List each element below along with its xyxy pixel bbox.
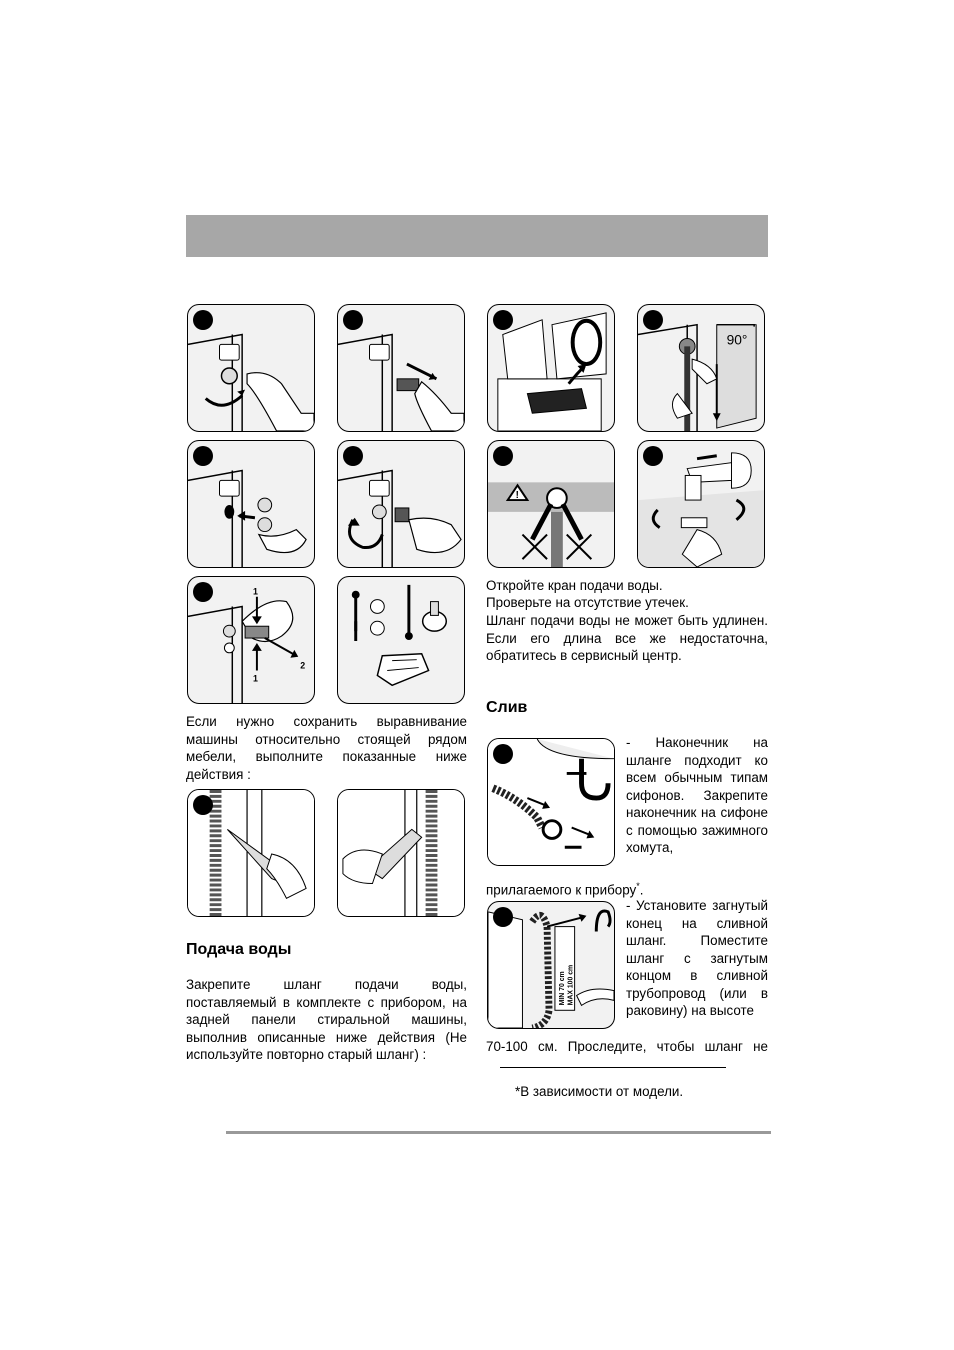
figure-hose-package xyxy=(487,304,615,432)
figure-alignment-2 xyxy=(337,789,465,917)
figure-hose-warning xyxy=(487,440,615,568)
figure-tap-connection xyxy=(637,440,765,568)
step-bullet xyxy=(193,795,213,815)
section-header-bar xyxy=(186,215,768,257)
step-bullet xyxy=(193,582,213,602)
page-bottom-rule xyxy=(226,1131,771,1134)
step-bullet xyxy=(193,446,213,466)
figure-hose-angle xyxy=(637,304,765,432)
figure-remove-bolt-2 xyxy=(337,304,465,432)
drain-text-hook: - Установите загнутый конец на сливной шланг. Поместите шланг с загнутым концом в сливной трубопровод (или в раковину) на высоте xyxy=(626,898,768,1018)
hose-mark-min: MIN 70 cm xyxy=(558,971,566,1006)
paragraph-water-supply: Закрепите шланг подачи воды, поставляемый в комплекте с прибором, на задней панели стиральной машины, выполнив описанные ниже действия (Не используйте повторно старый шланг) : xyxy=(186,977,467,1062)
figure-remove-bolt-1 xyxy=(187,304,315,432)
step-bullet xyxy=(493,907,513,927)
figure-insert-bracket xyxy=(187,576,315,704)
figure-drain-height xyxy=(487,901,615,1029)
angle-label: 90° xyxy=(726,332,748,348)
drain-text-hook-tail: 70-100 см. Проследите, чтобы шланг не xyxy=(486,1039,768,1054)
heading-drain: Слив xyxy=(486,699,528,716)
step-bullet xyxy=(493,310,513,330)
figure-remove-spacer-1 xyxy=(187,440,315,568)
arrow-label: 1 xyxy=(252,586,258,597)
figure-alignment-1 xyxy=(187,789,315,917)
text-check-leaks: Проверьте на отсутствие утечек. xyxy=(486,595,689,610)
figure-illustration xyxy=(338,790,464,916)
step-bullet xyxy=(343,446,363,466)
paragraph-hose-length: Шланг подачи воды не может быть удлинен. Если его длина все же недостаточна, обратитесь в сервисный центр. xyxy=(486,613,768,663)
footnote-mark: * xyxy=(636,881,640,891)
heading-water-supply: Подача воды xyxy=(186,941,292,958)
figure-remove-spacer-2 xyxy=(337,440,465,568)
arrow-label: 1 xyxy=(252,673,258,684)
footnote-text: *В зависимости от модели. xyxy=(515,1084,684,1099)
step-bullet xyxy=(643,310,663,330)
step-bullet xyxy=(493,446,513,466)
figure-bolts-and-parts xyxy=(337,576,465,704)
text-open-tap: Откройте кран подачи воды. xyxy=(486,578,663,593)
step-bullet xyxy=(493,744,513,764)
drain-text-siphon: - Наконечник на шланге подходит ко всем обычным типам сифонов. Закрепите наконечник на сифоне с помощью зажимного хомута, xyxy=(626,735,768,855)
figure-drain-siphon xyxy=(487,738,615,866)
arrow-label: 2 xyxy=(300,660,306,671)
hose-mark-max: MAX 100 cm xyxy=(567,964,575,1006)
figure-illustration xyxy=(338,577,464,703)
svg-text:!: ! xyxy=(515,490,519,502)
step-bullet xyxy=(343,310,363,330)
step-bullet xyxy=(643,446,663,466)
paragraph-alignment: Если нужно сохранить выравнивание машины относительно стоящей рядом мебели, выполните показанные ниже действия : xyxy=(186,714,467,782)
drain-text-siphon-tail: прилагаемого к прибору*. xyxy=(486,881,644,898)
step-bullet xyxy=(193,310,213,330)
footnote-divider xyxy=(500,1067,726,1068)
